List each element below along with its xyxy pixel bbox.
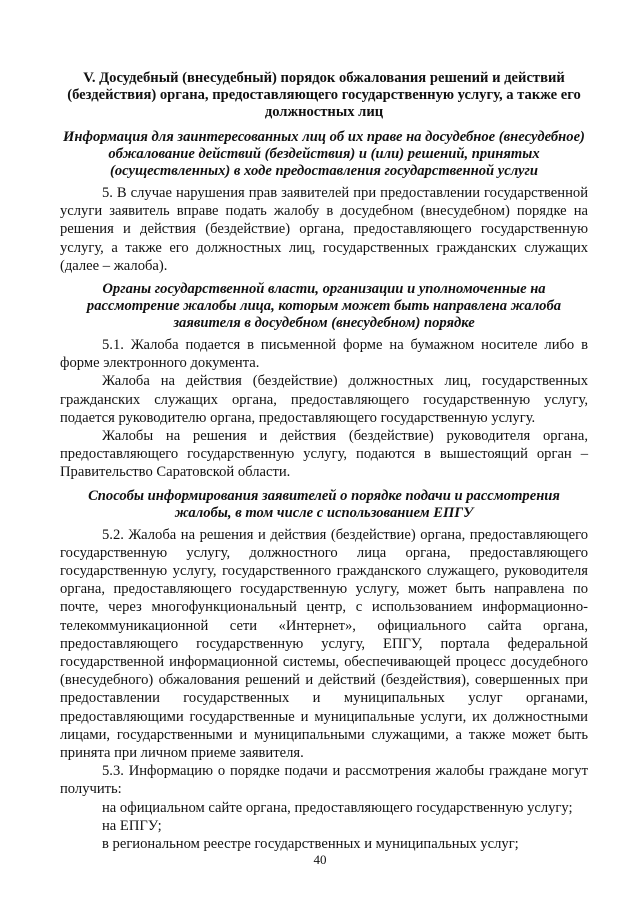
page-number: 40	[313, 852, 327, 867]
subheading-authorities: Органы государственной власти, организации и уполномоченные на рассмотрение жалобы лица, которым может быть направлена жалоба заявителя в досудебном (внесудебном) порядке	[86, 281, 562, 332]
subheading-right-to-appeal: Информация для заинтересованных лиц об их праве на досудебное (внесудебное) обжалование действий (бездействия) и (или) решений, принятых (осуществленных) в ходе предоставления государственной услуги	[63, 129, 585, 179]
paragraph-5: 5. В случае нарушения прав заявителей при предоставлении государственной услуги заявитель вправе подать жалобу в досудебном (внесудебном) порядке на решения и действия (бездействие) органа, предоставляющего государственную услугу, а также его должностных лиц, государственных гражданских служащих (далее – жалоба).	[60, 185, 588, 274]
paragraph-5-1: 5.1. Жалоба подается в письменной форме на бумажном носителе либо в форме электронного документа.	[60, 337, 588, 372]
list-item: в региональном реестре государственных и муниципальных услуг;	[102, 836, 519, 853]
subheading-informing-methods: Способы информирования заявителей о порядке подачи и рассмотрения жалобы, в том числе с использованием ЕПГУ	[88, 487, 560, 521]
paragraph-5-1-officials: Жалоба на действия (бездействие) должностных лиц, государственных гражданских служащих органа, предоставляющего государственную услугу, подается руководителю органа, предоставляющего государственную услугу.	[60, 373, 588, 426]
list-item: на ЕПГУ;	[102, 817, 162, 834]
paragraph-5-1-head: Жалобы на решения и действия (бездействие) руководителя органа, предоставляющего государственную услугу, подаются в вышестоящий орган – Правительство Саратовской области.	[60, 428, 588, 481]
list-item: на официальном сайте органа, предоставляющего государственную услугу;	[102, 799, 573, 816]
paragraph-5-3: 5.3. Информацию о порядке подачи и рассмотрения жалобы граждане могут получить:	[60, 763, 588, 798]
paragraph-5-2: 5.2. Жалоба на решения и действия (бездействие) органа, предоставляющего государственную услугу, должностного лица органа, предоставляющего государственную услугу, государственного гражданского служащего, руководителя органа, предоставляющего государственную услугу, может быть направлена по почте, через многофункциональный центр, с использованием информационно-телекоммуникационной сети «Интернет», официального сайта органа, предоставляющего государственную услугу, ЕПГУ, портала федеральной государственной информационной системы, обеспечивающей процесс досудебного (внесудебного) обжалования решений и действий (бездействия), совершенных при предоставлении государственных и муниципальных услуг органами, предоставляющими государственные и муниципальные услуги, их должностными лицами, государственными и муниципальными служащими, а также может быть принята при личном приеме заявителя.	[60, 526, 588, 762]
section-title: V. Досудебный (внесудебный) порядок обжалования решений и действий (бездействия) органа, предоставляющего государственную услугу, а также его должностных лиц	[67, 70, 581, 120]
